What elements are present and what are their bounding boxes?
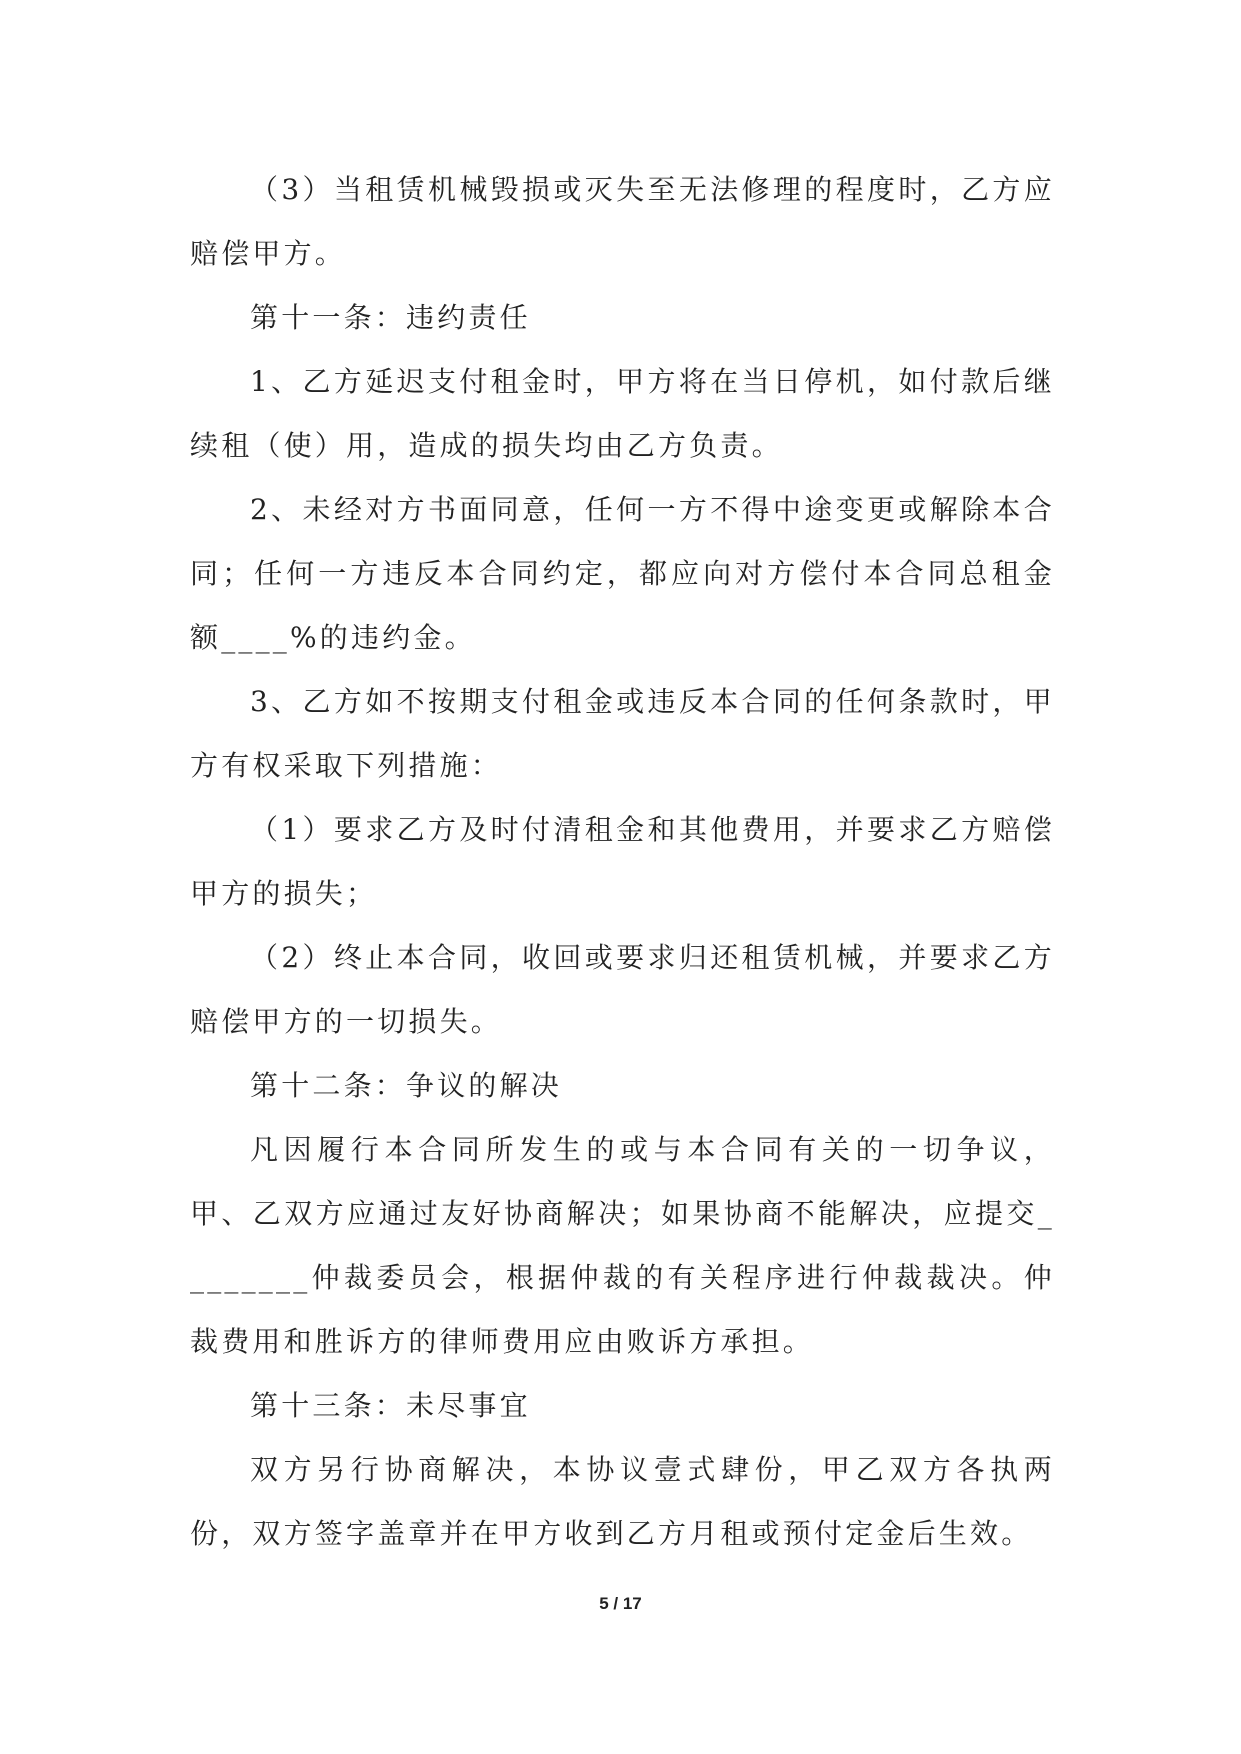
- article-12-body: 凡因履行本合同所发生的或与本合同有关的一切争议，甲、乙双方应通过友好协商解决；如果协商不能解决，应提交________仲裁委员会，根据仲裁的有关程序进行仲裁裁决。仲裁费用和胜诉方的律师费用应由败诉方承担。: [190, 1133, 1055, 1358]
- page-number: 5 / 17: [599, 1594, 642, 1613]
- document-body: [190, 158, 1055, 1566]
- clause-3-3-paragraph: （3）当租赁机械毁损或灭失至无法修理的程度时，乙方应赔偿甲方。: [190, 173, 1055, 270]
- article-11-item-3: 3、乙方如不按期支付租金或违反本合同的任何条款时，甲方有权采取下列措施：: [190, 685, 1055, 782]
- article-13-heading: 第十三条：未尽事宜: [250, 1389, 531, 1422]
- article-13-body: 双方另行协商解决，本协议壹式肆份，甲乙双方各执两份，双方签字盖章并在甲方收到乙方月租或预付定金后生效。: [190, 1453, 1055, 1550]
- article-11-item-2: 2、未经对方书面同意，任何一方不得中途变更或解除本合同；任何一方违反本合同约定，都应向对方偿付本合同总租金额____%的违约金。: [190, 493, 1055, 654]
- article-11-item-3-sub-1: （1）要求乙方及时付清租金和其他费用，并要求乙方赔偿甲方的损失；: [190, 813, 1055, 910]
- article-12-heading: 第十二条：争议的解决: [250, 1069, 563, 1102]
- article-11-item-1: 1、乙方延迟支付租金时，甲方将在当日停机，如付款后继续租（使）用，造成的损失均由乙方负责。: [190, 365, 1055, 462]
- article-11-item-3-sub-2: （2）终止本合同，收回或要求归还租赁机械，并要求乙方赔偿甲方的一切损失。: [190, 941, 1055, 1038]
- article-11-heading: 第十一条：违约责任: [250, 301, 531, 334]
